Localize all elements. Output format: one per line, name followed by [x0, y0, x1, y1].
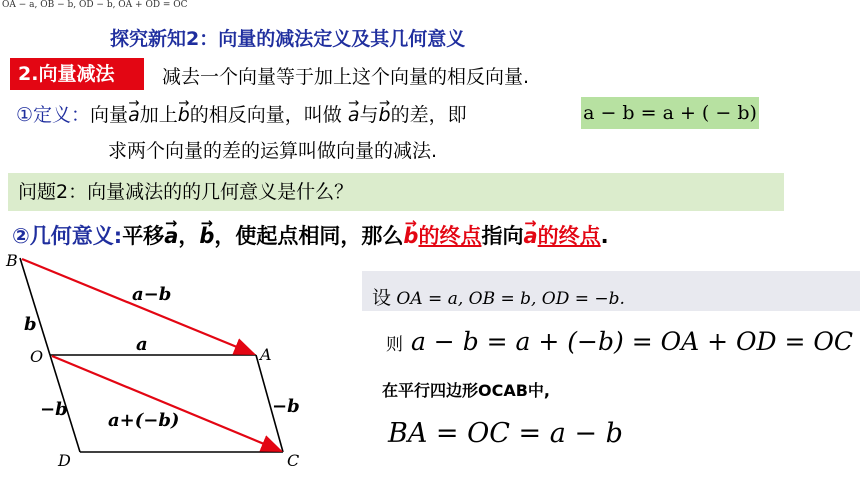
- definition-formula-box: a − b = a + ( − b): [581, 97, 759, 129]
- geo-text-6: 的终点: [537, 224, 601, 248]
- geometry-marker: ②几何意义:: [12, 224, 123, 248]
- vector-b: b →: [178, 104, 190, 126]
- vector-oc-arrow: [52, 356, 281, 451]
- point-label-a: A: [260, 345, 272, 364]
- point-label-b: B: [6, 251, 18, 270]
- label-a-minus-b: a−b: [132, 284, 172, 305]
- def-text-d: 与: [359, 104, 379, 126]
- vector-a: a →: [348, 104, 360, 126]
- point-label-c: C: [287, 451, 300, 470]
- top-small-formula: OA − a, OB − b, OD − b, OA + OD = OC: [2, 0, 188, 10]
- set-label: 设: [372, 287, 392, 309]
- ba-formula: BA = OC = a − b: [388, 418, 623, 449]
- vector-a: a →: [164, 224, 178, 248]
- label-neg-b-right: −b: [272, 396, 300, 417]
- geo-text-2: ，: [178, 224, 200, 248]
- label-a-plus-neg-b: a+(−b): [108, 410, 180, 431]
- then-formula: a − b = a + (−b) = OA + OD = OC: [410, 327, 853, 356]
- label-neg-b-left: −b: [40, 399, 68, 420]
- geo-text-1: 平移: [122, 224, 165, 248]
- geo-text-7: .: [600, 224, 609, 248]
- then-label: 则: [386, 335, 403, 355]
- then-line: [386, 327, 853, 356]
- section-text: 减去一个向量等于加上这个向量的相反向量.: [162, 66, 530, 88]
- point-label-o: O: [30, 347, 44, 366]
- label-b: b: [24, 314, 37, 335]
- question-box: 问题2：向量减法的的几何意义是什么？: [8, 173, 784, 211]
- label-a: a: [136, 334, 148, 355]
- page-title: 探究新知2：向量的减法定义及其几何意义: [110, 28, 466, 50]
- vector-a: a →: [523, 224, 537, 248]
- set-line: [372, 283, 625, 310]
- point-label-d: D: [58, 451, 71, 470]
- def-text-b: 加上: [139, 104, 178, 126]
- def-text-a: 向量: [90, 104, 129, 126]
- set-formula: OA = a, OB = b, OD = −b.: [396, 289, 625, 309]
- def-text-e: 的差，即: [390, 104, 467, 126]
- vector-b: b →: [379, 104, 391, 126]
- vector-a: a →: [128, 104, 140, 126]
- geo-text-5: 指向: [481, 224, 524, 248]
- geo-text-3: ，使起点相同，那么: [214, 224, 404, 248]
- geo-text-4: 的终点: [418, 224, 482, 248]
- parallelogram-text: 在平行四边形OCAB中,: [382, 381, 551, 400]
- section-label: 2.向量减法: [10, 58, 144, 90]
- definition-line-2: 求两个向量的差的运算叫做向量的减法.: [108, 140, 438, 162]
- vector-b: b →: [199, 224, 214, 248]
- def-text-c: 的相反向量，叫做: [189, 104, 342, 126]
- segment-bo: [20, 258, 50, 355]
- vector-b: b →: [403, 224, 418, 248]
- definition-marker: ①定义：: [16, 104, 91, 126]
